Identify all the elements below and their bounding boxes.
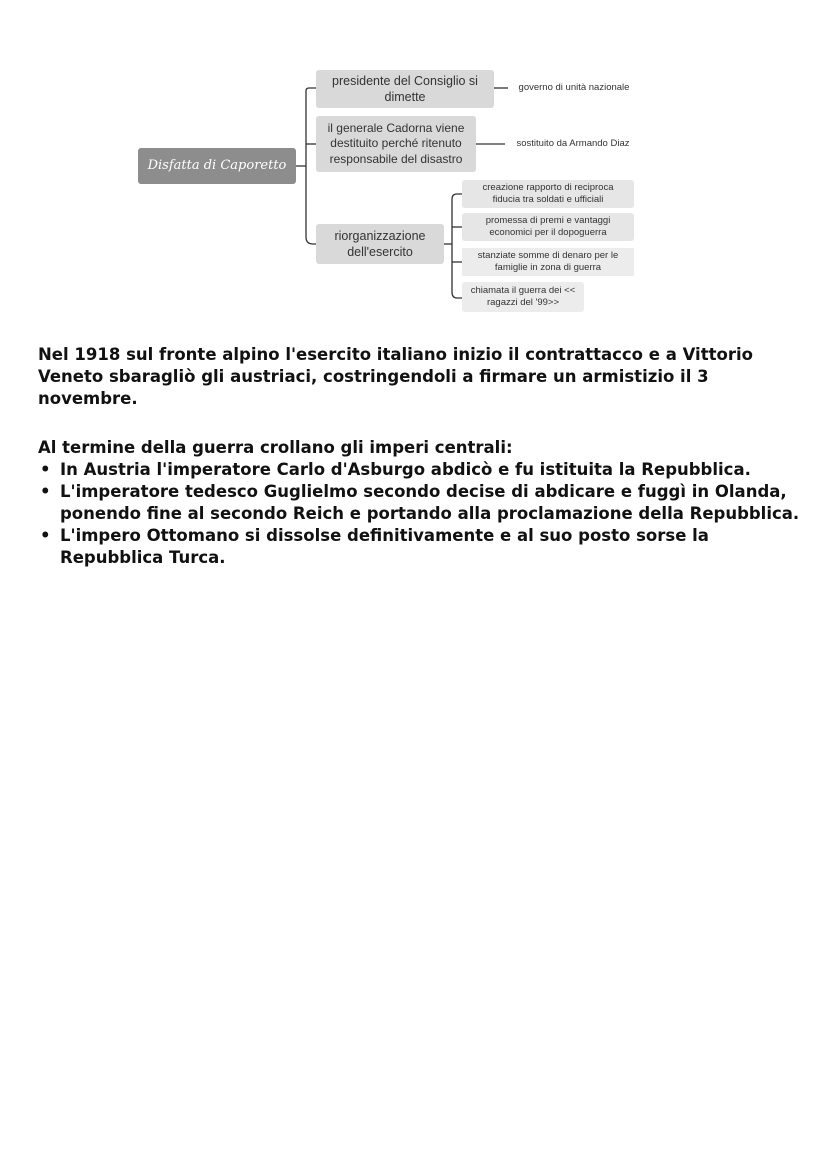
paragraph-intro: Al termine della guerra crollano gli imperi centrali:	[38, 438, 513, 457]
bullet-austria: • In Austria l'imperatore Carlo d'Asburgo abdicò e fu istituita la Repubblica.	[38, 459, 813, 481]
leaf-node-rewards: promessa di premi e vantaggi economici per il dopoguerra	[462, 213, 634, 241]
section-collapse-empires	[38, 437, 813, 569]
leaf-node-conscription: chiamata il guerra dei << ragazzi del '99>>	[462, 282, 584, 312]
branch-node-reorganization: riorganizzazione dell'esercito	[316, 224, 444, 264]
bullet-list	[38, 459, 813, 569]
branch-node-president: presidente del Consiglio si dimette	[316, 70, 494, 108]
leaf-node-trust: creazione rapporto di reciproca fiducia tra soldati e ufficiali	[462, 180, 634, 208]
root-node: Disfatta di Caporetto	[138, 148, 296, 184]
note-diaz: sostituito da Armando Diaz	[505, 136, 641, 152]
paragraph-vittorio-veneto: Nel 1918 sul fronte alpino l'esercito italiano inizio il contrattacco e a Vittorio Veneto sbaragliò gli austriaci, costringendoli a firmare un armistizio il 3 novembre.	[38, 345, 753, 408]
branch-node-cadorna: il generale Cadorna viene destituito perché ritenuto responsabile del disastro	[316, 116, 476, 172]
leaf-node-funds: stanziate somme di denaro per le famiglie in zona di guerra	[462, 248, 634, 276]
mind-map	[0, 0, 828, 330]
bullet-germany: • L'imperatore tedesco Guglielmo secondo decise di abdicare e fuggì in Olanda, ponendo fine al secondo Reich e portando alla proclamazione della Repubblica.	[38, 481, 813, 525]
bullet-ottoman: • L'impero Ottomano si dissolse definitivamente e al suo posto sorse la Repubblica Turca.	[38, 525, 813, 569]
note-government: governo di unità nazionale	[508, 80, 640, 96]
